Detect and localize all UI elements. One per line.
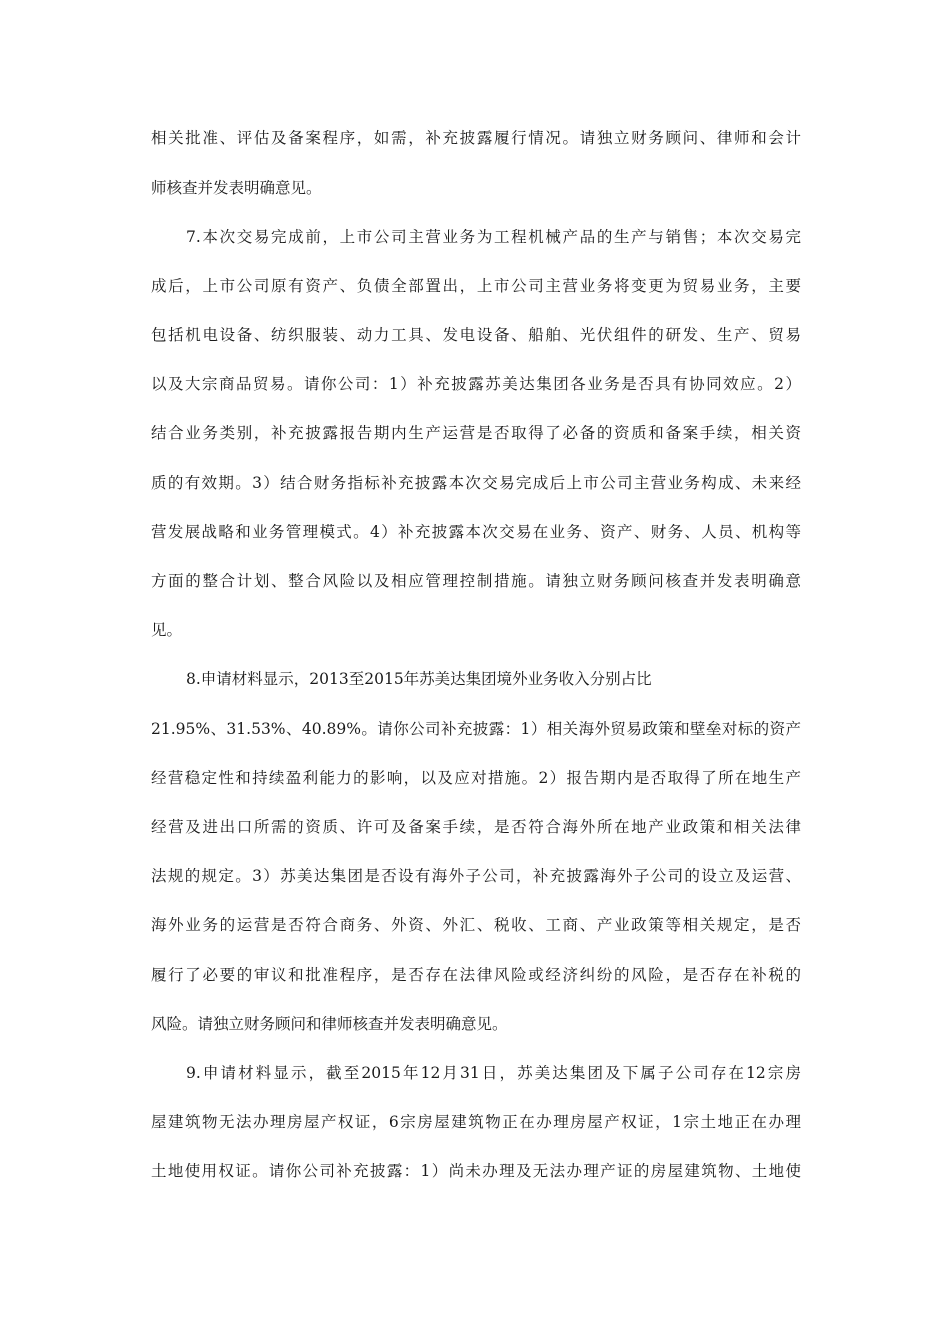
text-line: 履行了必要的审议和批准程序，是否存在法律风险或经济纠纷的风险，是否存在补税的 (151, 966, 801, 984)
text-line: 成后，上市公司原有资产、负债全部置出，上市公司主营业务将变更为贸易业务，主要 (151, 277, 801, 295)
paragraph-9-start: 9.申请材料显示，截至2015年12月31日，苏美达集团及下属子公司存在12宗房 (186, 1064, 801, 1082)
text-line: 相关批准、评估及备案程序，如需，补充披露履行情况。请独立财务顾问、律师和会计 (151, 129, 801, 147)
text-line: 师核查并发表明确意见。 (151, 179, 322, 197)
text-line: 土地使用权证。请你公司补充披露：1）尚未办理及无法办理产证的房屋建筑物、土地使 (151, 1162, 801, 1180)
paragraph-7-start: 7.本次交易完成前，上市公司主营业务为工程机械产品的生产与销售；本次交易完 (186, 228, 801, 246)
text-line: 包括机电设备、纺织服装、动力工具、发电设备、船舶、光伏组件的研发、生产、贸易 (151, 326, 801, 344)
text-line: 风险。请独立财务顾问和律师核查并发表明确意见。 (151, 1015, 508, 1033)
text-line: 结合业务类别，补充披露报告期内生产运营是否取得了必备的资质和备案手续，相关资 (151, 424, 801, 442)
text-line: 法规的规定。3）苏美达集团是否设有海外子公司，补充披露海外子公司的设立及运营、 (151, 867, 801, 885)
text-line: 质的有效期。3）结合财务指标补充披露本次交易完成后上市公司主营业务构成、未来经 (151, 474, 801, 492)
text-line: 海外业务的运营是否符合商务、外资、外汇、税收、工商、产业政策等相关规定，是否 (151, 916, 801, 934)
text-line: 营发展战略和业务管理模式。4）补充披露本次交易在业务、资产、财务、人员、机构等 (151, 523, 801, 541)
text-line: 以及大宗商品贸易。请你公司：1）补充披露苏美达集团各业务是否具有协同效应。2） (151, 375, 801, 393)
text-line: 经营及进出口所需的资质、许可及备案手续，是否符合海外所在地产业政策和相关法律 (151, 818, 801, 836)
text-line: 经营稳定性和持续盈利能力的影响，以及应对措施。2）报告期内是否取得了所在地生产 (151, 769, 801, 787)
text-line: 见。 (151, 621, 183, 639)
paragraph-8-start: 8.申请材料显示，2013至2015年苏美达集团境外业务收入分别占比 (186, 670, 652, 688)
text-line: 方面的整合计划、整合风险以及相应管理控制措施。请独立财务顾问核查并发表明确意 (151, 572, 801, 590)
text-line: 21.95%、31.53%、40.89%。请你公司补充披露：1）相关海外贸易政策和壁垒对标的资产 (151, 720, 801, 738)
text-line: 屋建筑物无法办理房屋产权证，6宗房屋建筑物正在办理房屋产权证，1宗土地正在办理 (151, 1113, 801, 1131)
